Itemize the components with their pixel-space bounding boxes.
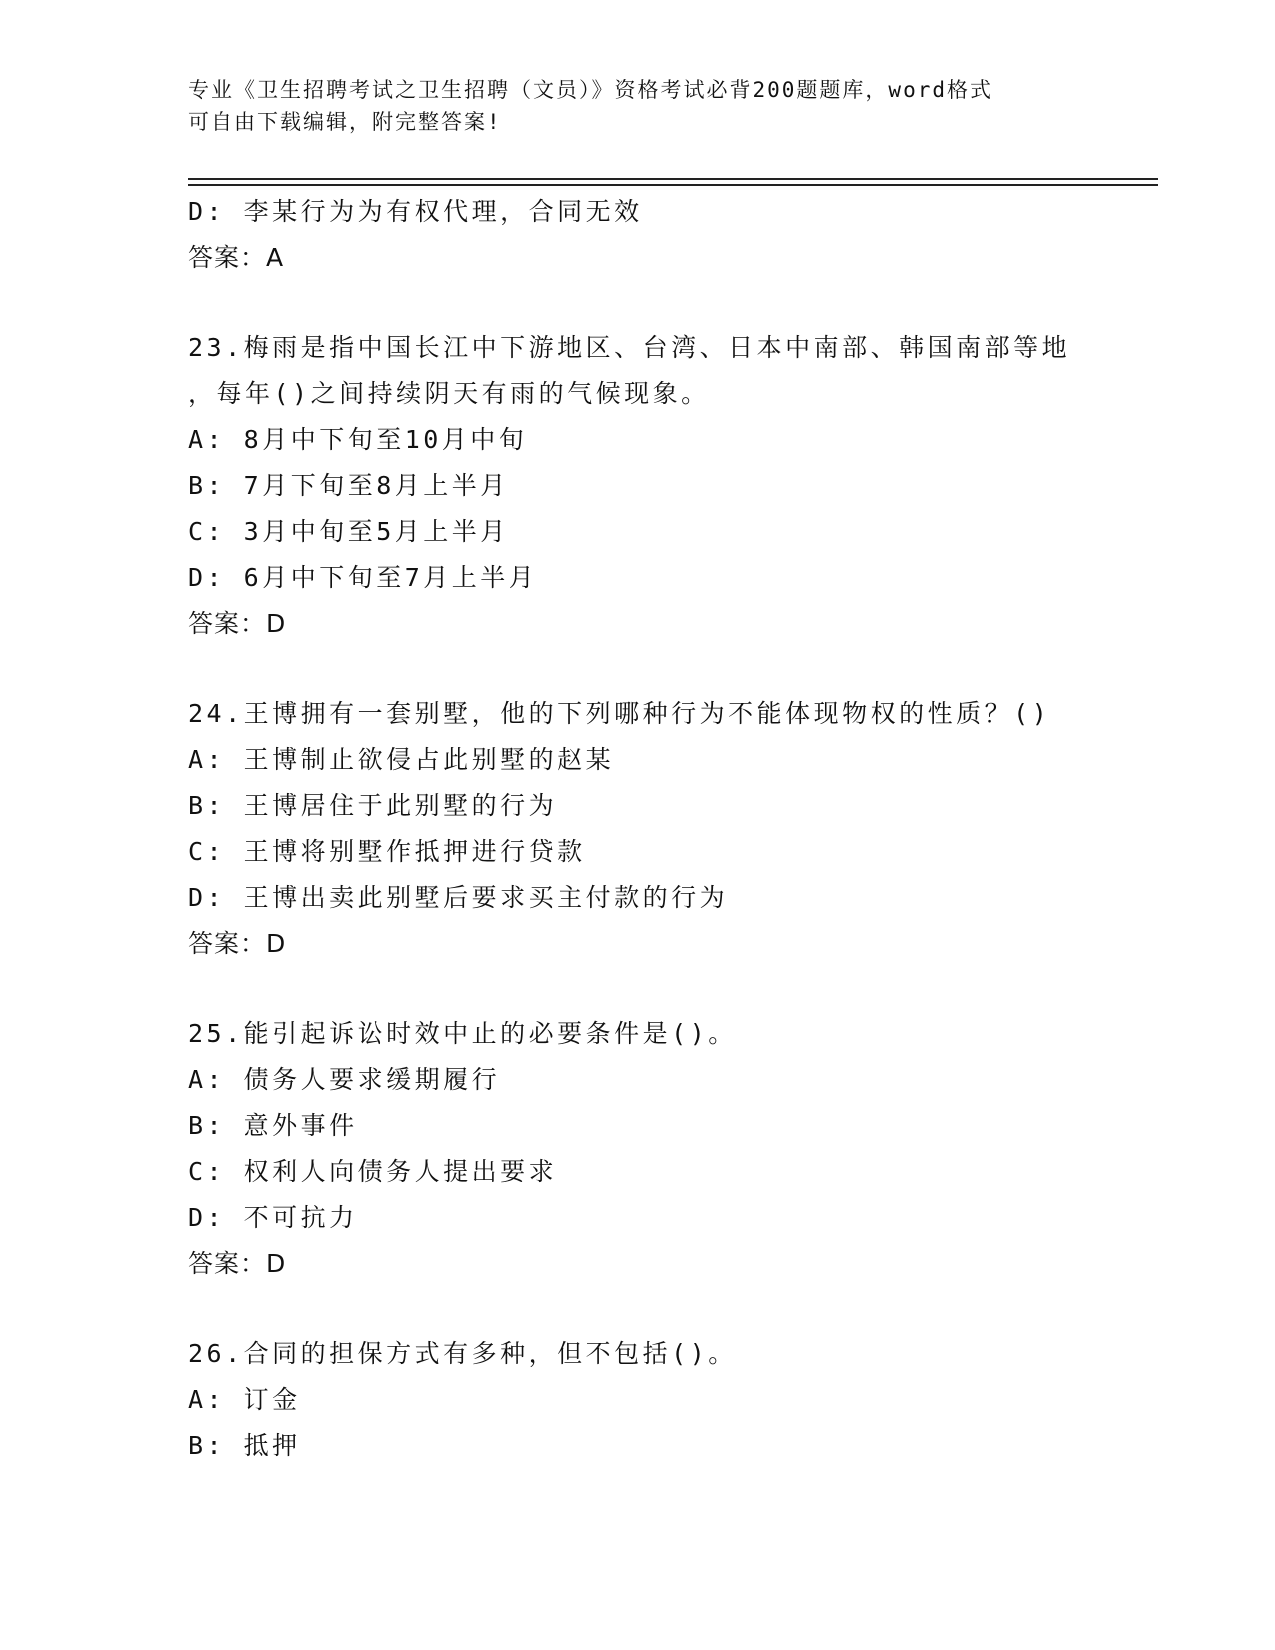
header-divider-top xyxy=(188,178,1158,180)
option-c: C: 权利人向债务人提出要求 xyxy=(188,1157,558,1186)
question-23 xyxy=(188,325,1178,647)
question-stem: 23.梅雨是指中国长江中下游地区、台湾、日本中南部、韩国南部等地 xyxy=(188,333,1071,362)
spacer xyxy=(188,967,1178,1011)
question-stem: 24.王博拥有一套别墅，他的下列哪种行为不能体现物权的性质？() xyxy=(188,699,1051,728)
header-line-1: 专业《卫生招聘考试之卫生招聘（文员）》资格考试必背200题题库，word格式 xyxy=(188,78,993,102)
spacer xyxy=(188,1287,1178,1331)
option-b: B: 意外事件 xyxy=(188,1111,358,1140)
option-b: B: 7月下旬至8月上半月 xyxy=(188,471,509,500)
option-a: A: 订金 xyxy=(188,1385,301,1414)
option-a: A: 王博制止欲侵占此别墅的赵某 xyxy=(188,745,615,774)
option-c: C: 3月中旬至5月上半月 xyxy=(188,517,509,546)
header-divider-bottom xyxy=(188,184,1158,186)
question-24 xyxy=(188,691,1178,967)
question-stem-continued: ，每年()之间持续阴天有雨的气候现象。 xyxy=(188,379,710,408)
option-a: A: 债务人要求缓期履行 xyxy=(188,1065,501,1094)
document-body xyxy=(188,189,1178,1469)
question-stem: 26.合同的担保方式有多种，但不包括()。 xyxy=(188,1339,737,1368)
option-d: D: 不可抗力 xyxy=(188,1203,358,1232)
option-d: D: 王博出卖此别墅后要求买主付款的行为 xyxy=(188,883,729,912)
option-a: A: 8月中下旬至10月中旬 xyxy=(188,425,528,454)
spacer xyxy=(188,647,1178,691)
document-header xyxy=(188,74,1088,138)
option-d: D: 李某行为为有权代理，合同无效 xyxy=(188,197,643,226)
option-d: D: 6月中下旬至7月上半月 xyxy=(188,563,538,592)
header-line-2: 可自由下载编辑，附完整答案! xyxy=(188,110,502,134)
answer: 答案：D xyxy=(188,929,287,958)
answer: 答案：D xyxy=(188,609,287,638)
option-b: B: 王博居住于此别墅的行为 xyxy=(188,791,558,820)
question-stem: 25.能引起诉讼时效中止的必要条件是()。 xyxy=(188,1019,737,1048)
question-26 xyxy=(188,1331,1178,1469)
question-25 xyxy=(188,1011,1178,1287)
spacer xyxy=(188,281,1178,325)
option-c: C: 王博将别墅作抵押进行贷款 xyxy=(188,837,586,866)
answer: 答案：D xyxy=(188,1249,287,1278)
option-b: B: 抵押 xyxy=(188,1431,301,1460)
question-22-tail xyxy=(188,189,1178,281)
answer: 答案：A xyxy=(188,243,285,272)
